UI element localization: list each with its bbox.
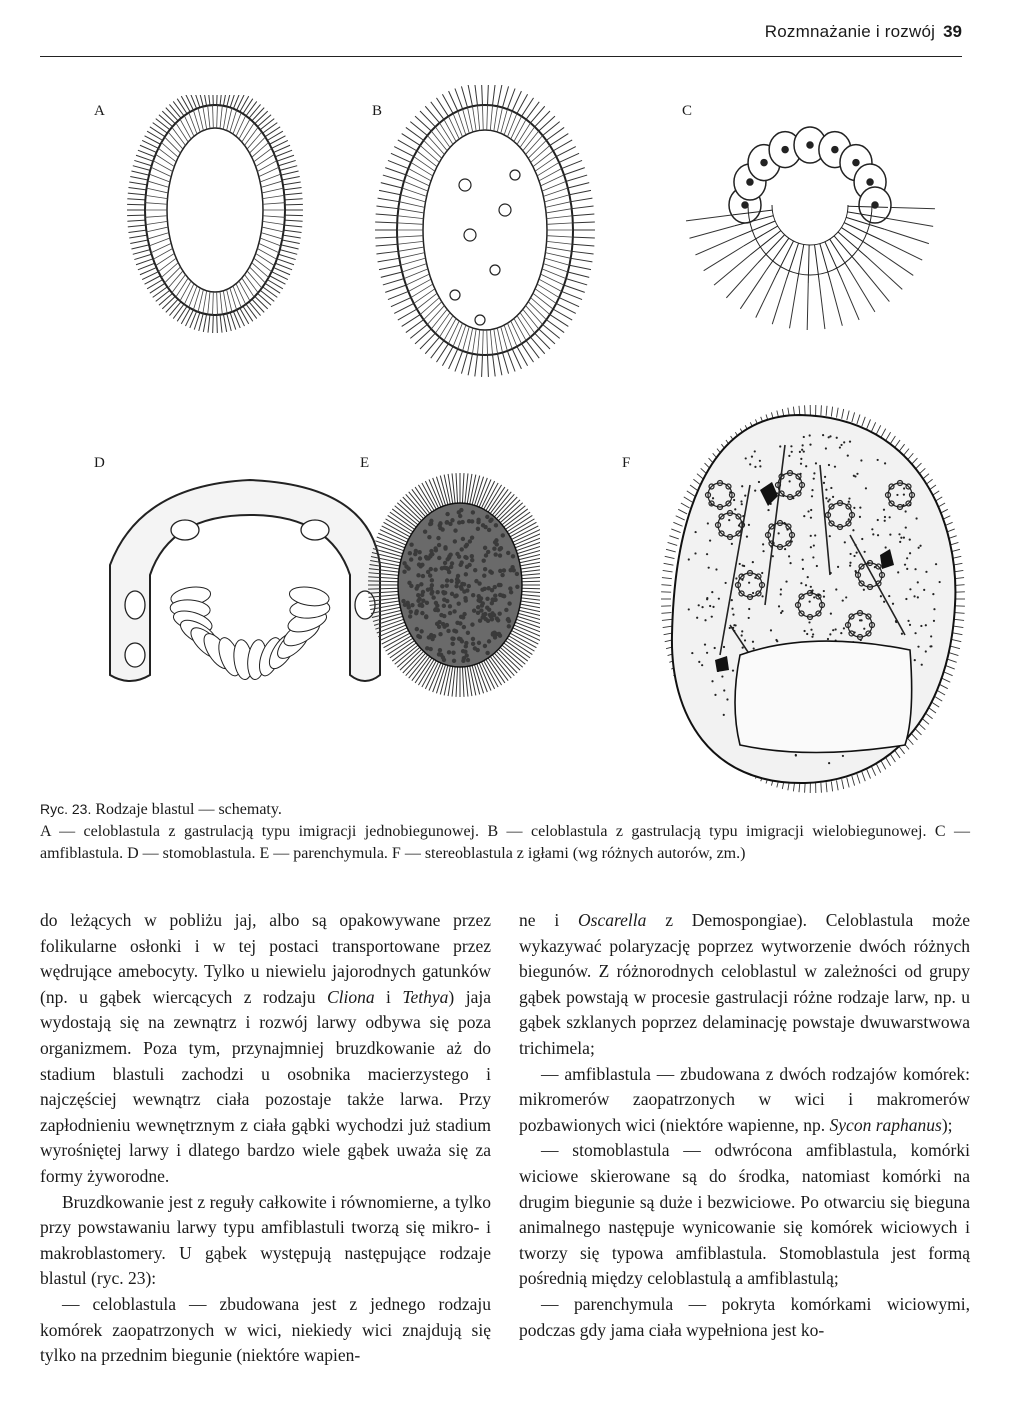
genus-name: Tethya [402,986,449,1007]
paragraph [519,908,970,1062]
page-number: 39 [943,22,962,41]
text-run: z Demospongiae). Celoblastula może wykazywać polaryzację poprzez wytworzenie dwóch różnych biegunów. Z różnorodnych celoblastul w zależności od grupy gąbek powstają w procesie gastrulacji różne rodzaje larw, np. u gąbek szklanych poprzez delaminację powstaje dwuwarstwowa trichimela; [519,910,970,1058]
amphiblastula-icon [680,95,940,355]
genus-name: Oscarella [578,910,647,930]
running-header [40,22,962,57]
genus-name: Cliona [326,986,375,1007]
panel-label-f: F [622,455,631,471]
panel-a [80,95,320,335]
species-name: Sycon raphanus [829,1114,942,1135]
coeloblastula-multipolar-icon [330,85,620,385]
right-column [519,908,970,1369]
left-column [40,908,491,1369]
list-item [519,1062,970,1139]
panel-label-c: C [682,103,693,119]
panel-label-d: D [94,455,105,471]
text-run: ); [941,1114,953,1135]
text-run: — amfiblastula — zbudowana z dwóch rodzajów komórek: mikromerów zaopatrzonych w wici i makromerów pozbawionych wici (niektóre wapienne, np. [519,1063,970,1135]
text-run: ne i [519,910,579,930]
list-item: — parenchymula — pokryta komórkami wiciowymi, podczas gdy jama ciała wypełniona jest ko- [519,1293,970,1340]
body-text [40,908,970,1369]
running-title: Rozmnażanie i rozwój [764,22,936,41]
caption-label: Ryc. 23. [40,801,92,817]
text-run: i [374,986,403,1007]
parenchymula-icon [340,455,540,705]
panel-label-a: A [94,103,105,119]
panel-e [340,455,540,705]
text-run: do leżących w pobliżu jaj, albo są opakowywane przez folikularne osłonki i w tej postaci transportowane przez wędrujące amebocyty. Tylko u niewielu jajorodnych gatunków (np. u gąbek wiercących z rodzaju [40,910,491,1007]
coeloblastula-unipolar-icon [80,95,320,335]
panel-f [610,405,970,795]
stereoblastula-icon [610,405,970,795]
text-run: ) jaja wydostają się na zewnątrz i rozwój larwy odbywa się poza organizmem. Poza tym, przynajmniej bruzdkowanie aż do stadium blastuli zachodzi u osobnika macierzystego i najczęściej wewnątrz ciała pozostaje także larwa. Przy zapłodnieniu wewnętrznym z ciała gąbki wychodzi już stadium wyrośniętej larwy i dlatego bardzo wiele gąbek uważa się za formy żyworodne. [40,986,491,1186]
caption-body: A — celoblastula z gastrulacją typu imigracji jednobiegunowej. B — celoblastula z gastrulacją typu imigracji wielobiegunowej. C — amfiblastula. D — stomoblastula. E — parenchymula. F — stereoblastula z igłami (wg różnych autorów, zm.) [40,823,970,862]
paragraph: Bruzdkowanie jest z reguły całkowite i równomierne, a tylko przy powstawaniu larwy typu amfiblastuli tworzą się mikro- i makroblastomery. U gąbek występują następujące rodzaje blastul (ryc. 23): [40,1191,491,1289]
panel-b [330,85,620,385]
panel-label-e: E [360,455,370,471]
figure-caption [40,798,970,865]
paragraph [40,908,491,1190]
list-item: — stomoblastula — odwrócona amfiblastula, komórki wiciowe skierowane są do środka, natomiast komórki na drugim biegunie są duże i bezwiciowe. Po otwarciu się bieguna animalnego następuje wynicowanie się komórek wiciowych i tworzy się typowa amfiblastula. Stomoblastula jest formą pośrednią między celoblastulą a amfiblastulą; [519,1140,970,1289]
list-item: — celoblastula — zbudowana jest z jednego rodzaju komórek zaopatrzonych w wici, niekiedy wici znajdują się tylko na przednim biegunie (niektóre wapien- [40,1293,491,1366]
panel-c [680,95,940,355]
panel-label-b: B [372,103,383,119]
figure-23 [40,75,970,795]
caption-title: Rodzaje blastul — schematy. [95,801,282,818]
